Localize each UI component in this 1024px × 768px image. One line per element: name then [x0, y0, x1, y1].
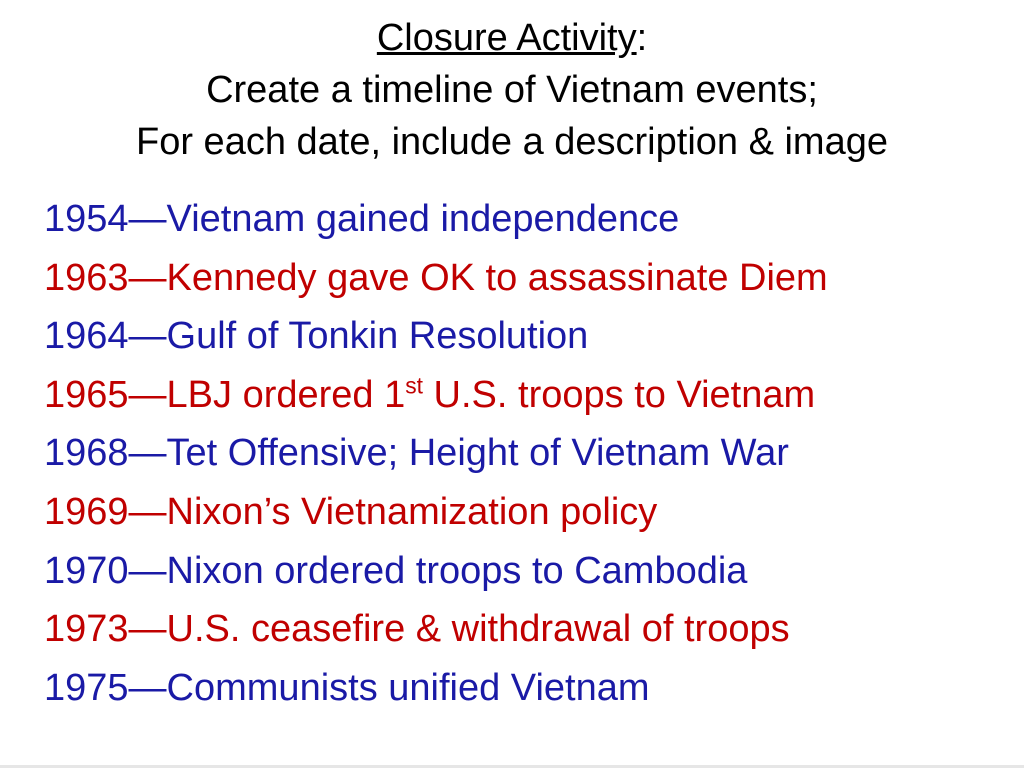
event-description: Nixon ordered troops to Cambodia	[166, 549, 748, 592]
event-line	[44, 659, 1014, 718]
event-line	[44, 424, 1014, 483]
event-line	[44, 249, 1014, 308]
event-description: Kennedy gave OK to assassinate Diem	[166, 256, 828, 299]
event-description-continued: U.S. troops to Vietnam	[423, 373, 816, 416]
event-description: Tet Offensive; Height of Vietnam War	[166, 432, 789, 475]
event-line	[44, 542, 1014, 601]
event-year: 1973	[44, 608, 129, 651]
event-description: LBJ ordered 1	[166, 373, 406, 416]
event-separator: —	[128, 608, 167, 651]
title-colon: :	[636, 17, 648, 59]
event-description: U.S. ceasefire & withdrawal of troops	[166, 608, 790, 651]
event-description: Nixon’s Vietnamization policy	[166, 490, 658, 533]
event-year: 1969	[44, 490, 129, 533]
title-heading: Closure Activity	[376, 17, 637, 59]
event-year: 1964	[44, 315, 129, 358]
event-separator: —	[128, 490, 167, 533]
ordinal-superscript: st	[405, 372, 423, 399]
event-description: Vietnam gained independence	[166, 198, 680, 240]
event-line	[44, 190, 1014, 249]
event-year: 1970	[44, 549, 129, 592]
event-year: 1965	[44, 373, 129, 416]
event-separator: —	[128, 315, 167, 358]
event-description: Communists unified Vietnam	[166, 666, 650, 709]
event-separator: —	[128, 549, 167, 592]
event-separator: —	[128, 432, 167, 475]
event-separator: —	[128, 256, 167, 299]
event-separator: —	[128, 373, 167, 416]
event-year: 1968	[44, 432, 129, 475]
event-line	[44, 307, 1014, 366]
event-line	[44, 600, 1014, 659]
event-year: 1975	[44, 666, 129, 709]
title-line-3: For each date, include a description & image	[136, 121, 888, 163]
event-separator: —	[128, 666, 167, 709]
event-year: 1954	[44, 198, 129, 240]
event-timeline-list	[44, 190, 1014, 717]
slide-title	[0, 12, 1024, 168]
event-line	[44, 483, 1014, 542]
event-year: 1963	[44, 256, 129, 299]
title-line-1	[0, 12, 1024, 64]
event-line	[44, 366, 1014, 425]
event-description: Gulf of Tonkin Resolution	[166, 315, 589, 358]
title-line-2: Create a timeline of Vietnam events;	[206, 69, 818, 111]
event-separator: —	[128, 198, 167, 240]
